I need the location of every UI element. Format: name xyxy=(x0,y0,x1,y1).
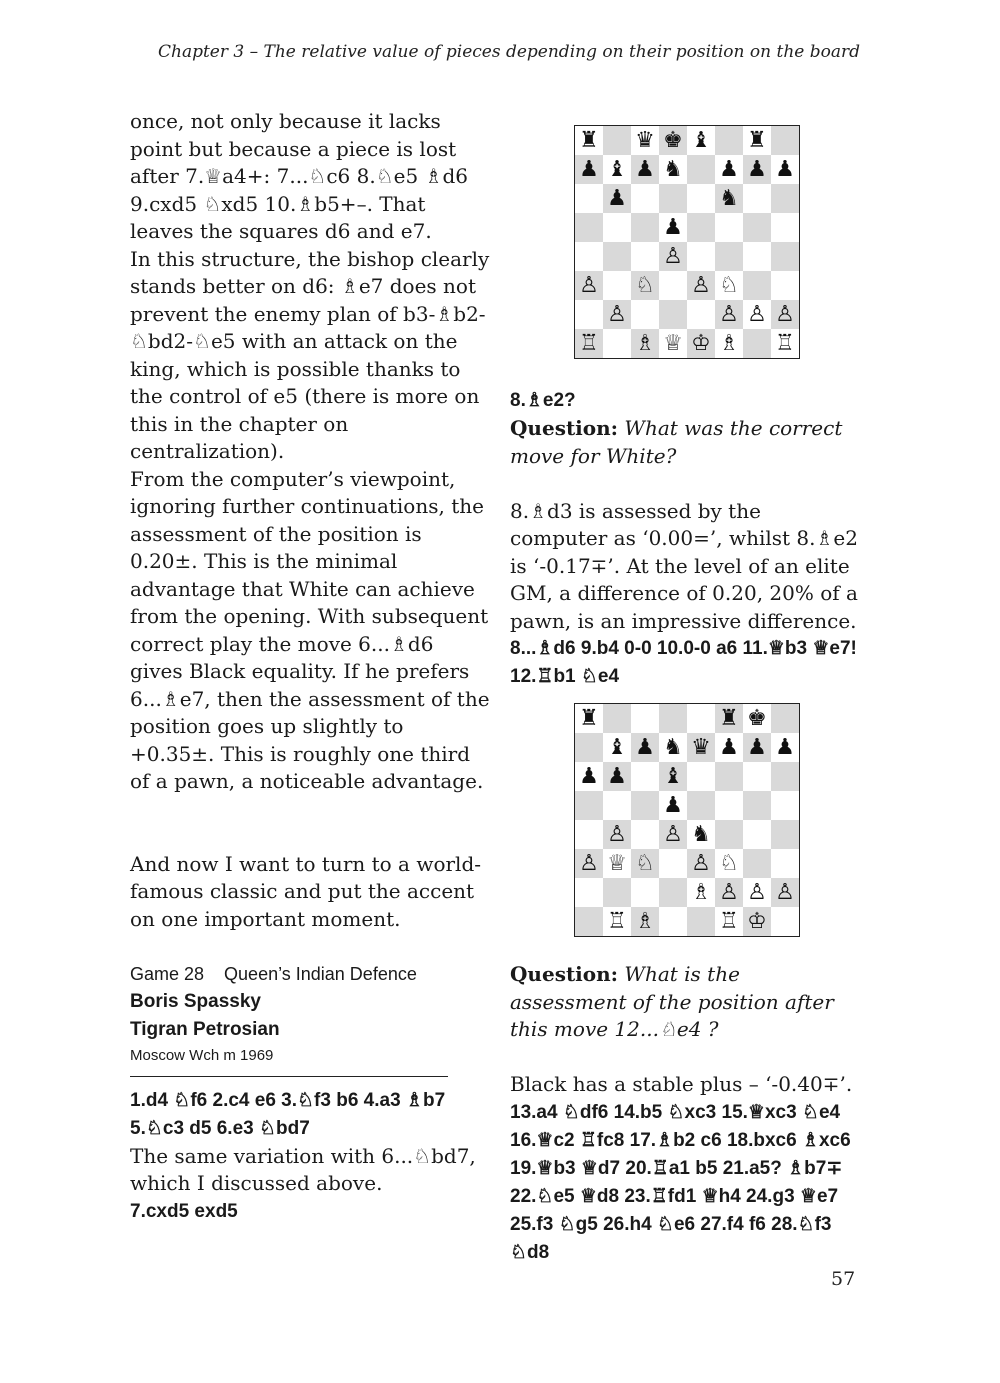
board-square: ♘ xyxy=(715,271,743,300)
move-be2: 8.♗e2? xyxy=(510,390,576,411)
left-column xyxy=(130,108,490,1226)
board-square xyxy=(687,704,715,733)
chess-diagram-2 xyxy=(574,703,800,937)
board-square: ♟ xyxy=(743,733,771,762)
question-assessment xyxy=(510,961,860,1044)
board-square: ♙ xyxy=(743,878,771,907)
spacer xyxy=(130,933,490,961)
moves-middlegame: 8...♗d6 9.b4 0-0 10.0-0 a6 11.♕b3 ♕e7! 12.♖b1 ♘e4 xyxy=(510,638,857,687)
spacer xyxy=(510,691,860,703)
board-square: ♞ xyxy=(687,820,715,849)
board-square xyxy=(771,242,799,271)
board-square: ♟ xyxy=(743,155,771,184)
board-square: ♘ xyxy=(631,271,659,300)
board-square: ♜ xyxy=(575,704,603,733)
black-player: Tigran Petrosian xyxy=(130,1018,280,1040)
question-text: What was the correct move for White? xyxy=(510,416,843,468)
paragraph-same-variation: The same variation with 6...♘bd7, which I discussed above. xyxy=(130,1143,476,1195)
board-square xyxy=(687,300,715,329)
board-square xyxy=(743,242,771,271)
board-square xyxy=(603,242,631,271)
board-square: ♘ xyxy=(715,849,743,878)
board-square xyxy=(687,184,715,213)
board-square xyxy=(771,704,799,733)
board-square xyxy=(631,213,659,242)
board-square xyxy=(603,704,631,733)
board-square xyxy=(687,242,715,271)
divider xyxy=(130,1076,448,1077)
board-square xyxy=(687,907,715,936)
board-square xyxy=(575,242,603,271)
page-number: 57 xyxy=(831,1268,856,1290)
board-square xyxy=(575,820,603,849)
board-square xyxy=(575,907,603,936)
board-square xyxy=(743,762,771,791)
board-square xyxy=(659,704,687,733)
board-square: ♝ xyxy=(687,126,715,155)
spacer xyxy=(510,359,860,387)
board-square xyxy=(743,329,771,358)
board-square: ♙ xyxy=(575,849,603,878)
board-square: ♚ xyxy=(743,704,771,733)
board-square: ♕ xyxy=(659,329,687,358)
board-square xyxy=(743,849,771,878)
board-square xyxy=(743,820,771,849)
board-square xyxy=(631,242,659,271)
board-square: ♟ xyxy=(659,791,687,820)
board-square: ♙ xyxy=(715,300,743,329)
board-square: ♟ xyxy=(575,155,603,184)
board-square: ♞ xyxy=(715,184,743,213)
board-square xyxy=(687,213,715,242)
question-text: What is the assessment of the position after this move 12...♘e4 ? xyxy=(510,962,834,1041)
board-square xyxy=(659,300,687,329)
board-square xyxy=(631,300,659,329)
board-square xyxy=(715,762,743,791)
board-square: ♙ xyxy=(743,300,771,329)
spacer xyxy=(510,937,860,961)
chess-diagram-1 xyxy=(574,125,800,359)
board-square xyxy=(631,704,659,733)
board-square: ♙ xyxy=(771,878,799,907)
board-square xyxy=(687,762,715,791)
board-square xyxy=(743,184,771,213)
spacer xyxy=(510,470,860,498)
board-square xyxy=(659,849,687,878)
board-square: ♟ xyxy=(575,762,603,791)
board-square: ♝ xyxy=(603,155,631,184)
board-square: ♔ xyxy=(687,329,715,358)
board-square xyxy=(603,271,631,300)
paragraph-lacks-point: once, not only because it lacks point but because a piece is lost after 7.♕a4+: 7...♘c6 8.♘e5 ♗d6 9.cxd5 ♘xd5 10.♗b5+–. That leaves the squares d6 and e7. xyxy=(130,109,469,243)
board-square: ♖ xyxy=(715,907,743,936)
board-square: ♖ xyxy=(771,329,799,358)
board-square: ♟ xyxy=(603,762,631,791)
board-square xyxy=(687,155,715,184)
board-square: ♞ xyxy=(659,155,687,184)
board-square: ♝ xyxy=(603,733,631,762)
board-square xyxy=(771,907,799,936)
board-square: ♙ xyxy=(659,820,687,849)
board-square xyxy=(575,791,603,820)
question-correct-move xyxy=(510,415,860,470)
board-square: ♗ xyxy=(687,878,715,907)
moves-opening: 1.d4 ♘f6 2.c4 e6 3.♘f3 b6 4.a3 ♗b7 5.♘c3 d5 6.e3 ♘bd7 xyxy=(130,1089,446,1139)
question-label: Question: xyxy=(510,962,619,986)
paragraph-assessment: 8.♗d3 is assessed by the computer as ‘0.00=’, whilst 8.♗e2 is ‘-0.17∓’. At the level of an elite GM, a difference of 0.20, 20% of a pawn, is an impressive difference. xyxy=(510,498,858,633)
board-square xyxy=(575,300,603,329)
board-square: ♜ xyxy=(575,126,603,155)
board-square xyxy=(631,762,659,791)
board-square xyxy=(603,791,631,820)
board-square xyxy=(743,213,771,242)
board-square xyxy=(575,184,603,213)
paragraph-stable-plus: Black has a stable plus – ‘-0.40∓’. xyxy=(510,1072,853,1096)
board-square: ♜ xyxy=(743,126,771,155)
white-player: Boris Spassky xyxy=(130,990,261,1012)
board-square: ♟ xyxy=(631,155,659,184)
board-square xyxy=(715,791,743,820)
paragraph-world-famous: And now I want to turn to a world-famous classic and put the accent on one important moment. xyxy=(130,851,482,931)
board-square: ♙ xyxy=(603,300,631,329)
board-square: ♞ xyxy=(659,733,687,762)
spacer xyxy=(510,1044,860,1072)
board-square xyxy=(631,184,659,213)
board-square: ♟ xyxy=(771,733,799,762)
board-square xyxy=(771,849,799,878)
board-square xyxy=(575,733,603,762)
board-square: ♛ xyxy=(687,733,715,762)
board-square: ♟ xyxy=(715,155,743,184)
board-square: ♙ xyxy=(603,820,631,849)
board-square xyxy=(715,820,743,849)
board-square xyxy=(603,126,631,155)
board-square: ♖ xyxy=(575,329,603,358)
board-square xyxy=(715,213,743,242)
game-event: Moscow Wch m 1969 xyxy=(130,1046,274,1064)
board-square xyxy=(603,213,631,242)
board-square: ♗ xyxy=(715,329,743,358)
board-square: ♚ xyxy=(659,126,687,155)
board-square: ♟ xyxy=(771,155,799,184)
board-square: ♙ xyxy=(715,878,743,907)
board-square: ♗ xyxy=(631,329,659,358)
board-square: ♟ xyxy=(715,733,743,762)
board-square xyxy=(603,329,631,358)
board-square xyxy=(715,242,743,271)
moves-exchange: 7.cxd5 exd5 xyxy=(130,1200,238,1222)
board-square xyxy=(631,791,659,820)
board-square: ♘ xyxy=(631,849,659,878)
board-square xyxy=(631,878,659,907)
board-square: ♕ xyxy=(603,849,631,878)
paragraph-bishop-d6: In this structure, the bishop clearly stands better on d6: ♗e7 does not prevent the enemy plan of b3-♗b2-♘bd2-♘e5 with an attack on the king, which is possible thanks to the control of e5 (there is more on this in the chapter on centralization). xyxy=(130,246,490,463)
board-square: ♝ xyxy=(659,762,687,791)
board-square xyxy=(771,184,799,213)
board-square: ♔ xyxy=(743,907,771,936)
moves-continuation: 13.a4 ♘df6 14.b5 ♘xc3 15.♕xc3 ♘e4 16.♕c2 ♖fc8 17.♗b2 c6 18.bxc6 ♗xc6 19.♕b3 ♕d7 20.♖a1 b5 21.a5? ♗b7∓ 22.♘e5 ♕d8 23.♖fd1 ♕h4 24.g3 ♕e7 25.f3 ♘g5 26.h4 ♘e6 27.f4 f6 28.♘f3 ♘d8 xyxy=(510,1101,851,1263)
board-square: ♟ xyxy=(659,213,687,242)
board-square xyxy=(659,907,687,936)
board-square xyxy=(659,878,687,907)
board-square: ♜ xyxy=(715,704,743,733)
spacer xyxy=(510,108,860,125)
running-header: Chapter 3 – The relative value of pieces depending on their position on the board xyxy=(158,42,860,62)
board-square xyxy=(631,820,659,849)
board-square: ♛ xyxy=(631,126,659,155)
board-square xyxy=(687,791,715,820)
board-square: ♖ xyxy=(603,907,631,936)
board-square: ♗ xyxy=(631,907,659,936)
board-square xyxy=(715,126,743,155)
board-square xyxy=(743,791,771,820)
board-square: ♟ xyxy=(631,733,659,762)
board-square: ♙ xyxy=(687,849,715,878)
board-square xyxy=(771,762,799,791)
board-square xyxy=(659,271,687,300)
right-column xyxy=(510,108,860,1267)
game-number-opening: Game 28 Queen’s Indian Defence xyxy=(130,963,417,984)
board-square: ♙ xyxy=(687,271,715,300)
board-square xyxy=(771,271,799,300)
board-square: ♟ xyxy=(603,184,631,213)
question-label: Question: xyxy=(510,416,619,440)
board-square xyxy=(771,791,799,820)
board-square xyxy=(603,878,631,907)
spacer xyxy=(130,796,490,851)
board-square xyxy=(575,878,603,907)
board-square xyxy=(771,820,799,849)
board-square: ♙ xyxy=(659,242,687,271)
paragraph-computer-viewpoint: From the computer’s viewpoint, ignoring further continuations, the assessment of the position is 0.20±. This is the minimal advantage that White can achieve from the opening. With subsequent correct play the move 6...♗d6 gives Black equality. If he prefers 6...♗e7, then the assessment of the position goes up slightly to +0.35±. This is roughly one third of a pawn, a noticeable advantage. xyxy=(130,466,490,793)
board-square xyxy=(743,271,771,300)
board-square xyxy=(575,213,603,242)
board-square: ♙ xyxy=(575,271,603,300)
board-square xyxy=(771,126,799,155)
board-square xyxy=(771,213,799,242)
board-square xyxy=(659,184,687,213)
board-square: ♙ xyxy=(771,300,799,329)
